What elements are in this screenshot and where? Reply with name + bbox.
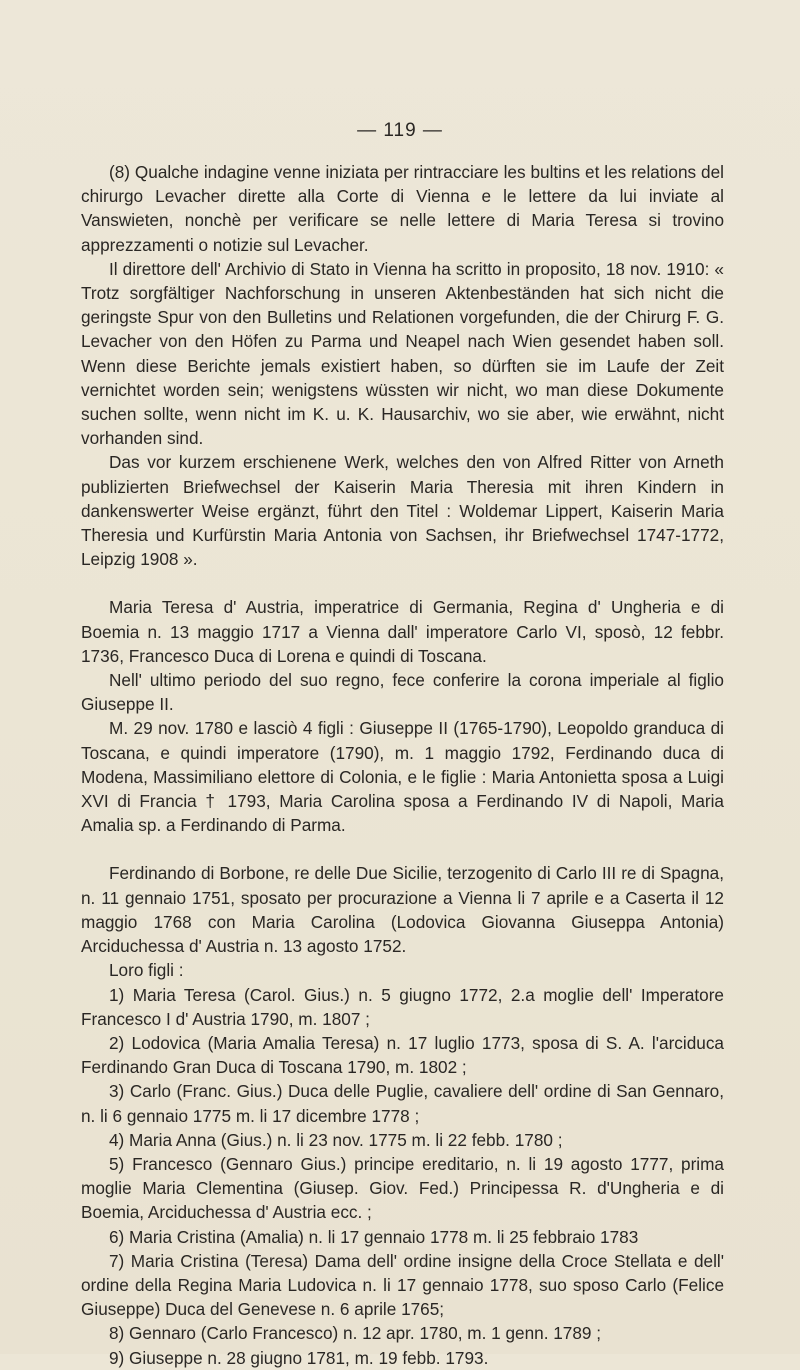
paragraph: 1) Maria Teresa (Carol. Gius.) n. 5 giugno 1772, 2.a moglie dell' Imperatore Francesco I d' Austria 1790, m. 1807 ; bbox=[81, 984, 724, 1029]
paragraph: 7) Maria Cristina (Teresa) Dama dell' ordine insigne della Croce Stellata e dell' ordine della Regina Maria Ludovica n. li 17 gennaio 1778, suo sposo Carlo (Felice Giuseppe) Duca del Genevese n. 6 aprile 1765; bbox=[81, 1250, 724, 1320]
paragraph: Das vor kurzem erschienene Werk, welches den von Alfred Ritter von Arneth publizierten Briefwechsel der Kaiserin Maria Theresia mit ihren Kindern in dankenswerter Weise ergänzt, führt den Titel : Woldemar Lippert, Kaiserin Maria Theresia und Kurfürstin Maria Antonia von Sachsen, ihr Briefwechsel 1747-1772, Leipzig 1908 ». bbox=[81, 452, 724, 570]
paragraph: 8) Gennaro (Carlo Francesco) n. 12 apr. 1780, m. 1 genn. 1789 ; bbox=[109, 1323, 602, 1344]
paragraph: Maria Teresa d' Austria, imperatrice di Germania, Regina d' Ungheria e di Boemia n. 13 maggio 1717 a Vienna dall' imperatore Carlo VI, sposò, 12 febbr. 1736, Francesco Duca di Lorena e quindi di Toscana. bbox=[81, 597, 724, 666]
paragraph: 6) Maria Cristina (Amalia) n. li 17 gennaio 1778 m. li 25 febbraio 1783 bbox=[109, 1226, 639, 1247]
paragraph: Loro figli : bbox=[109, 960, 184, 981]
paragraph: 5) Francesco (Gennaro Gius.) principe ereditario, n. li 19 agosto 1777, prima moglie Maria Clementina (Giusep. Giov. Fed.) Principessa R. d'Ungheria e di Boemia, Arciduchessa d' Austria ecc. ; bbox=[81, 1153, 724, 1223]
paragraph: Nell' ultimo periodo del suo regno, fece conferire la corona imperiale al figlio Giuseppe II. bbox=[81, 670, 724, 715]
paragraph: Il direttore dell' Archivio di Stato in Vienna ha scritto in proposito, 18 nov. 1910: « Trotz sorgfältiger Nachforschung in unseren Aktenbeständen hat sich nicht die geringste Spur von den Bulletins und Relationen vorgefunden, die der Chirurg F. G. Levacher von den Höfen zu Parma und Neapel nach Wien gesendet haben soll. Wenn diese Berichte jemals existiert haben, so dürften sie im Laufe der Zeit vernichtet worden sein; wenigstens wüssten wir nicht, wo man diese Dokumente suchen sollte, wenn nicht im K. u. K. Hausarchiv, wo sie aber, wie erwähnt, nicht vorhanden sind. bbox=[81, 258, 724, 449]
paragraph: (8) Qualche indagine venne iniziata per rintracciare les bultins et les relations del chirurgo Levacher dirette alla Corte di Vienna e le lettere da lui inviate al Vanswieten, nonchè per verificare se nelle lettere di Maria Teresa si trovino apprezzamenti o notizie sul Levacher. bbox=[81, 162, 724, 255]
paragraph: M. 29 nov. 1780 e lasciò 4 figli : Giuseppe II (1765-1790), Leopoldo granduca di Toscana, e quindi imperatore (1790), m. 1 maggio 1792, Ferdinando duca di Modena, Massimiliano elettore di Colonia, e le figlie : Maria Antonietta sposa a Luigi XVI di Francia † 1793, Maria Carolina sposa a Ferdinando IV di Napoli, Maria Amalia sp. a Ferdinando di Parma. bbox=[81, 718, 724, 836]
paragraph: 9) Giuseppe n. 28 giugno 1781, m. 19 febb. 1793. bbox=[109, 1347, 489, 1368]
paragraph: Ferdinando di Borbone, re delle Due Sicilie, terzogenito di Carlo III re di Spagna, n. 11 gennaio 1751, sposato per procurazione a Vienna li 7 aprile e a Caserta il 12 maggio 1768 con Maria Carolina (Lodovica Giovanna Giuseppa Antonia) Arciduchessa d' Austria n. 13 agosto 1752. bbox=[81, 863, 724, 957]
page-number: — 119 — bbox=[357, 120, 443, 141]
paragraph: 2) Lodovica (Maria Amalia Teresa) n. 17 luglio 1773, sposa di S. A. l'arciduca Ferdinando Gran Duca di Toscana 1790, m. 1802 ; bbox=[81, 1032, 724, 1078]
paragraph: 3) Carlo (Franc. Gius.) Duca delle Puglie, cavaliere dell' ordine di San Gennaro, n. li 6 gennaio 1775 m. li 17 dicembre 1778 ; bbox=[81, 1081, 724, 1126]
body-text bbox=[81, 160, 724, 1370]
paragraph: 4) Maria Anna (Gius.) n. li 23 nov. 1775 m. li 22 febb. 1780 ; bbox=[109, 1129, 563, 1150]
